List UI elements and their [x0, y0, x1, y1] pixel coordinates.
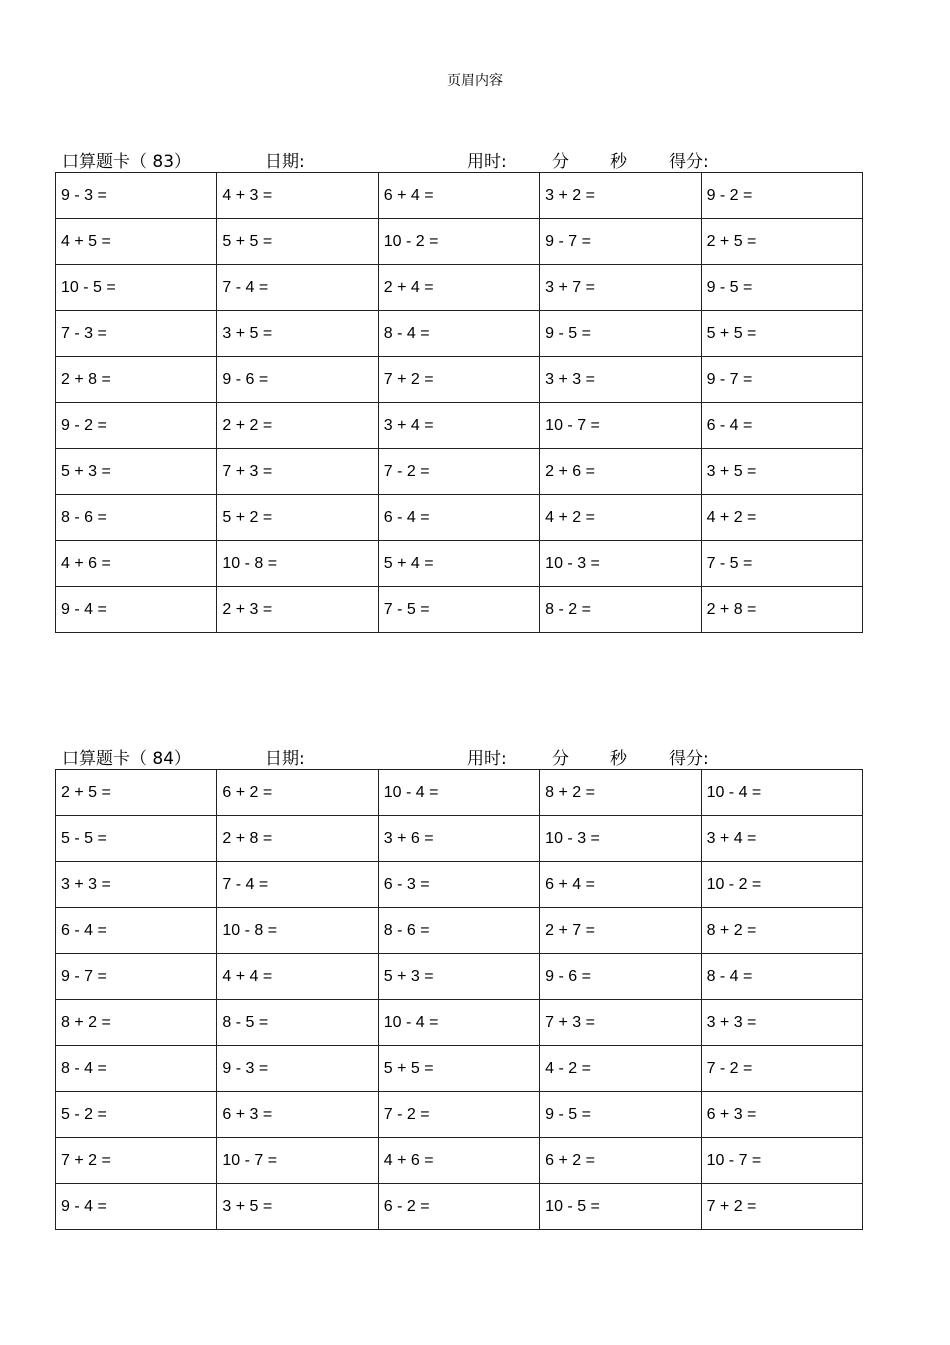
problem-cell: 4 + 4 =: [217, 954, 378, 1000]
problem-cell: 7 - 3 =: [56, 311, 217, 357]
table-row: [56, 449, 863, 495]
problem-cell: 10 - 2 =: [378, 219, 539, 265]
problem-cell: 9 - 4 =: [56, 1184, 217, 1230]
problem-cell: 7 + 2 =: [56, 1138, 217, 1184]
table-row: [56, 311, 863, 357]
card-header: [55, 744, 863, 768]
problem-cell: 7 - 4 =: [217, 862, 378, 908]
problem-cell: 8 - 2 =: [540, 587, 701, 633]
problem-cell: 9 - 3 =: [217, 1046, 378, 1092]
problem-cell: 8 + 2 =: [540, 770, 701, 816]
second-label: 秒: [610, 152, 627, 172]
date-label: 日期:: [265, 749, 305, 769]
problem-cell: 9 - 3 =: [56, 173, 217, 219]
page-header: 页眉内容: [447, 73, 503, 89]
problem-cell: 4 + 2 =: [701, 495, 862, 541]
problem-cell: 10 - 7 =: [701, 1138, 862, 1184]
problem-cell: 6 - 3 =: [378, 862, 539, 908]
table-row: [56, 541, 863, 587]
table-row: [56, 495, 863, 541]
problem-cell: 10 - 8 =: [217, 541, 378, 587]
card-title: 口算题卡（ 84）: [62, 749, 192, 769]
problem-cell: 2 + 8 =: [56, 357, 217, 403]
problem-cell: 7 - 5 =: [378, 587, 539, 633]
problem-cell: 10 - 5 =: [540, 1184, 701, 1230]
problem-cell: 5 + 3 =: [378, 954, 539, 1000]
problem-cell: 7 - 4 =: [217, 265, 378, 311]
problem-cell: 7 - 2 =: [378, 1092, 539, 1138]
problem-cell: 8 + 2 =: [56, 1000, 217, 1046]
problem-cell: 6 + 2 =: [540, 1138, 701, 1184]
time-label: 用时:: [467, 152, 507, 172]
problem-cell: 2 + 4 =: [378, 265, 539, 311]
table-row: [56, 816, 863, 862]
problem-cell: 10 - 3 =: [540, 816, 701, 862]
problem-cell: 3 + 6 =: [378, 816, 539, 862]
problem-cell: 6 + 3 =: [701, 1092, 862, 1138]
problem-cell: 10 - 2 =: [701, 862, 862, 908]
problem-cell: 3 + 4 =: [378, 403, 539, 449]
second-label: 秒: [610, 749, 627, 769]
problem-cell: 3 + 5 =: [701, 449, 862, 495]
table-row: [56, 1184, 863, 1230]
problem-grid: [55, 769, 863, 1230]
problem-cell: 4 + 5 =: [56, 219, 217, 265]
problem-cell: 3 + 4 =: [701, 816, 862, 862]
problem-cell: 9 - 2 =: [56, 403, 217, 449]
problem-cell: 8 - 5 =: [217, 1000, 378, 1046]
problem-cell: 6 - 4 =: [701, 403, 862, 449]
problem-cell: 5 - 2 =: [56, 1092, 217, 1138]
problem-cell: 10 - 7 =: [540, 403, 701, 449]
table-row: [56, 1138, 863, 1184]
problem-cell: 3 + 5 =: [217, 311, 378, 357]
problem-cell: 3 + 3 =: [540, 357, 701, 403]
problem-cell: 9 - 7 =: [701, 357, 862, 403]
problem-cell: 7 + 3 =: [217, 449, 378, 495]
problem-cell: 5 + 5 =: [701, 311, 862, 357]
table-row: [56, 265, 863, 311]
problem-cell: 10 - 7 =: [217, 1138, 378, 1184]
table-row: [56, 587, 863, 633]
problem-cell: 8 - 4 =: [378, 311, 539, 357]
problem-cell: 6 - 4 =: [56, 908, 217, 954]
problem-cell: 7 - 2 =: [378, 449, 539, 495]
problem-cell: 5 + 2 =: [217, 495, 378, 541]
table-row: [56, 1046, 863, 1092]
problem-cell: 9 - 2 =: [701, 173, 862, 219]
problem-cell: 5 + 4 =: [378, 541, 539, 587]
problem-cell: 10 - 3 =: [540, 541, 701, 587]
table-row: [56, 1000, 863, 1046]
problem-cell: 9 - 6 =: [540, 954, 701, 1000]
problem-cell: 9 - 7 =: [56, 954, 217, 1000]
problem-cell: 5 + 5 =: [378, 1046, 539, 1092]
score-label: 得分:: [669, 152, 709, 172]
table-row: [56, 908, 863, 954]
problem-cell: 7 + 2 =: [378, 357, 539, 403]
problem-cell: 3 + 3 =: [701, 1000, 862, 1046]
problem-cell: 5 - 5 =: [56, 816, 217, 862]
problem-cell: 3 + 7 =: [540, 265, 701, 311]
problem-cell: 4 + 6 =: [56, 541, 217, 587]
problem-cell: 2 + 5 =: [56, 770, 217, 816]
problem-cell: 2 + 8 =: [701, 587, 862, 633]
problem-cell: 10 - 8 =: [217, 908, 378, 954]
problem-cell: 4 - 2 =: [540, 1046, 701, 1092]
problem-cell: 2 + 3 =: [217, 587, 378, 633]
problem-cell: 7 - 5 =: [701, 541, 862, 587]
table-row: [56, 219, 863, 265]
card-title: 口算题卡（ 83）: [62, 152, 192, 172]
problem-cell: 8 + 2 =: [701, 908, 862, 954]
problem-cell: 2 + 7 =: [540, 908, 701, 954]
problem-cell: 2 + 6 =: [540, 449, 701, 495]
problem-cell: 6 + 2 =: [217, 770, 378, 816]
problem-cell: 6 + 3 =: [217, 1092, 378, 1138]
problem-cell: 3 + 2 =: [540, 173, 701, 219]
problem-cell: 9 - 6 =: [217, 357, 378, 403]
problem-cell: 3 + 5 =: [217, 1184, 378, 1230]
problem-cell: 9 - 4 =: [56, 587, 217, 633]
problem-cell: 4 + 2 =: [540, 495, 701, 541]
problem-cell: 6 + 4 =: [540, 862, 701, 908]
problem-cell: 5 + 5 =: [217, 219, 378, 265]
problem-cell: 8 - 6 =: [56, 495, 217, 541]
table-row: [56, 770, 863, 816]
problem-cell: 9 - 5 =: [540, 311, 701, 357]
problem-cell: 8 - 4 =: [701, 954, 862, 1000]
problem-cell: 9 - 7 =: [540, 219, 701, 265]
problem-cell: 6 - 2 =: [378, 1184, 539, 1230]
table-row: [56, 1092, 863, 1138]
table-row: [56, 173, 863, 219]
problem-cell: 10 - 4 =: [378, 770, 539, 816]
problem-cell: 2 + 8 =: [217, 816, 378, 862]
problem-cell: 7 + 3 =: [540, 1000, 701, 1046]
problem-cell: 4 + 6 =: [378, 1138, 539, 1184]
table-row: [56, 403, 863, 449]
problem-cell: 3 + 3 =: [56, 862, 217, 908]
table-row: [56, 357, 863, 403]
card-header: [55, 147, 863, 171]
minute-label: 分: [552, 152, 569, 172]
table-row: [56, 862, 863, 908]
problem-cell: 8 - 4 =: [56, 1046, 217, 1092]
problem-cell: 6 + 4 =: [378, 173, 539, 219]
score-label: 得分:: [669, 749, 709, 769]
problem-cell: 10 - 5 =: [56, 265, 217, 311]
problem-cell: 10 - 4 =: [701, 770, 862, 816]
date-label: 日期:: [265, 152, 305, 172]
minute-label: 分: [552, 749, 569, 769]
problem-cell: 6 - 4 =: [378, 495, 539, 541]
problem-cell: 2 + 2 =: [217, 403, 378, 449]
problem-cell: 9 - 5 =: [540, 1092, 701, 1138]
problem-cell: 9 - 5 =: [701, 265, 862, 311]
time-label: 用时:: [467, 749, 507, 769]
problem-cell: 8 - 6 =: [378, 908, 539, 954]
problem-cell: 4 + 3 =: [217, 173, 378, 219]
problem-cell: 10 - 4 =: [378, 1000, 539, 1046]
problem-cell: 2 + 5 =: [701, 219, 862, 265]
problem-cell: 7 + 2 =: [701, 1184, 862, 1230]
problem-cell: 7 - 2 =: [701, 1046, 862, 1092]
table-row: [56, 954, 863, 1000]
problem-grid: [55, 172, 863, 633]
problem-cell: 5 + 3 =: [56, 449, 217, 495]
